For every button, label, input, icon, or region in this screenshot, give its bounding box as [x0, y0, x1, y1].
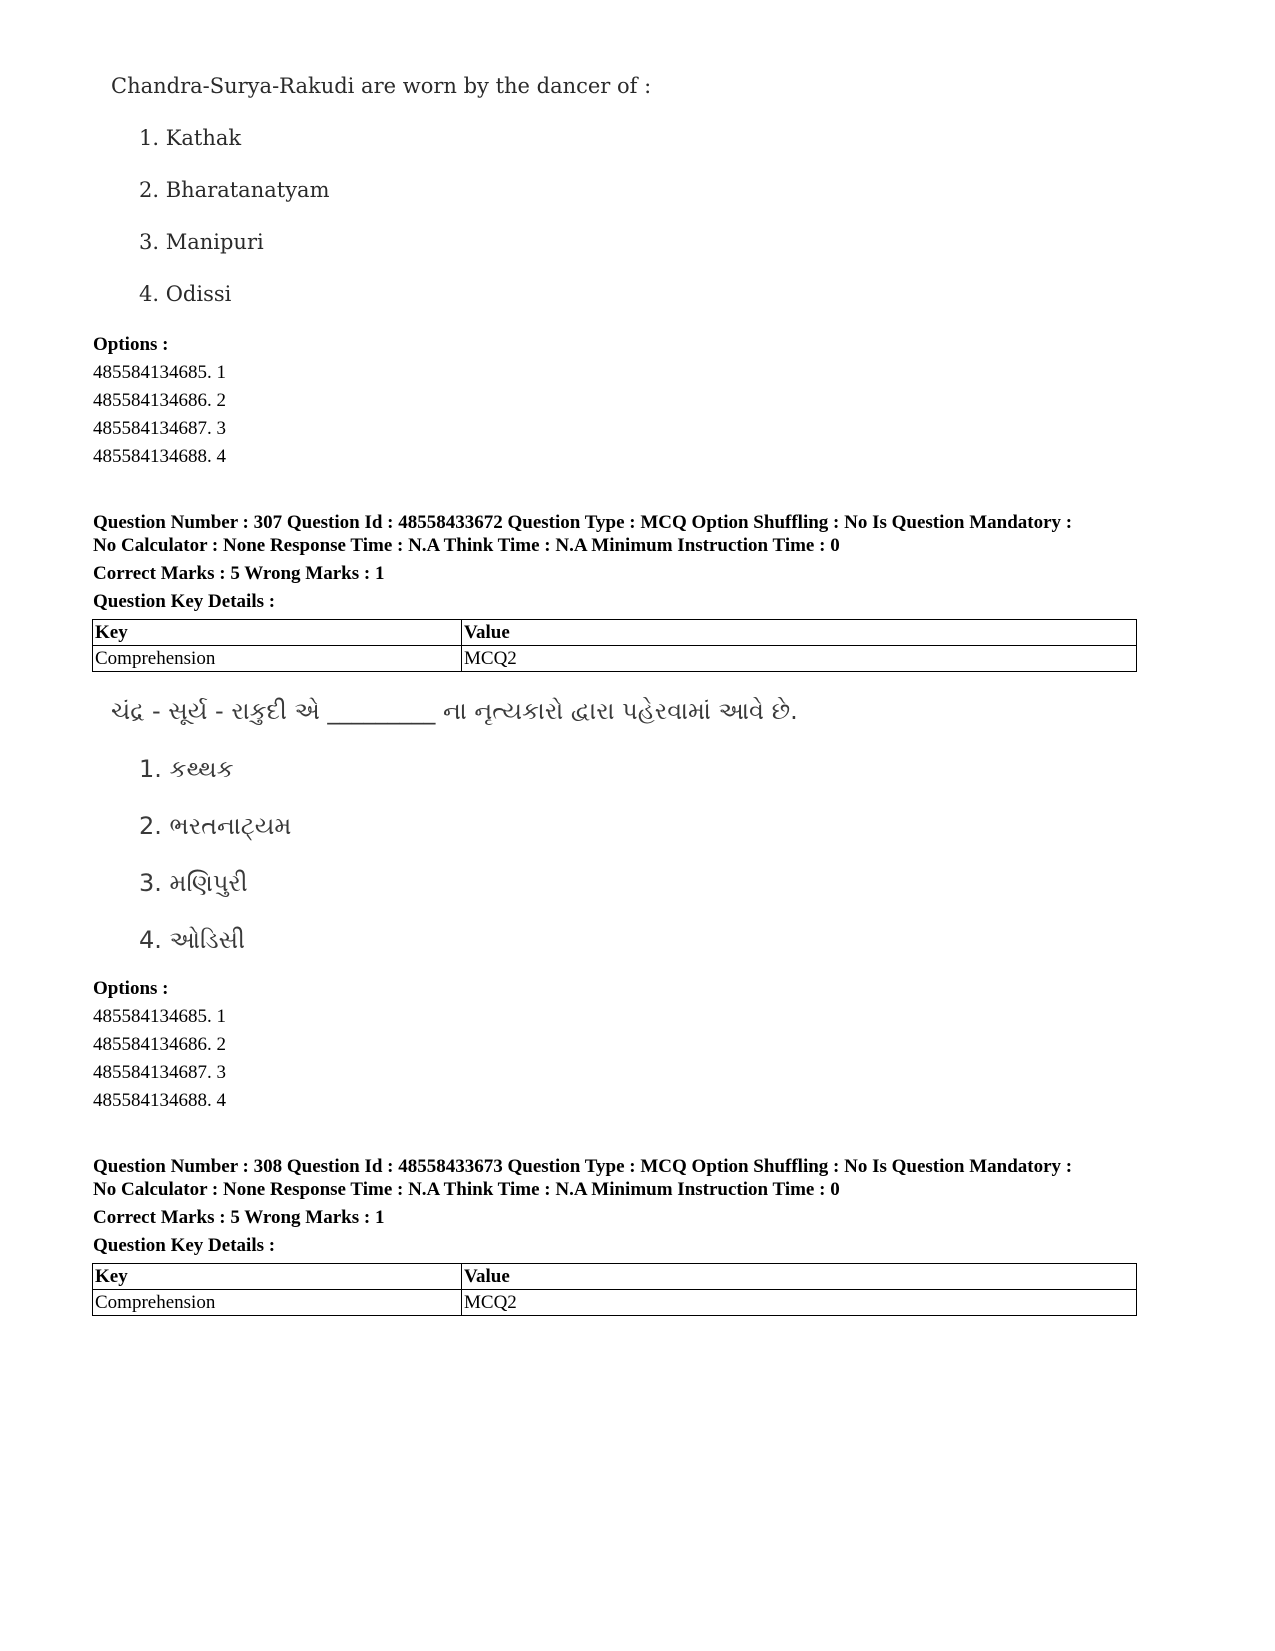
option-id-3: 485584134687. 3: [93, 418, 226, 439]
key-details-label: Question Key Details :: [93, 591, 276, 612]
table-header-row: [93, 620, 1137, 646]
choice-1: 1. Kathak: [139, 126, 242, 150]
choice-1: 1. કથ્થક: [139, 755, 234, 783]
question-meta-line1: Question Number : 308 Question Id : 48558433673 Question Type : MCQ Option Shuffling : No Is Question Mandatory :: [93, 1156, 1073, 1177]
question-meta-line2: No Calculator : None Response Time : N.A Think Time : N.A Minimum Instruction Time : 0: [93, 535, 840, 556]
key-details-table: [92, 619, 1137, 672]
table-header-row: [93, 1264, 1137, 1290]
question-stem-gujarati: ચંદ્ર - સૂર્ય - રાકુદી એ _________ ના નૃત્યકારો દ્વારા પહેરવામાં આવે છે.: [111, 697, 798, 725]
key-details-label: Question Key Details :: [93, 1235, 276, 1256]
table-row: [93, 646, 1137, 672]
key-details-table: [92, 1263, 1137, 1316]
table-cell-value: MCQ2: [462, 646, 1137, 672]
table-cell-key: Comprehension: [93, 1290, 462, 1316]
marks-line: Correct Marks : 5 Wrong Marks : 1: [93, 1207, 385, 1228]
table-cell-value: MCQ2: [462, 1290, 1137, 1316]
table-row: [93, 1290, 1137, 1316]
choice-3: 3. મણિપુરી: [139, 869, 248, 897]
table-header-value: Value: [462, 1264, 1137, 1290]
table-header-value: Value: [462, 620, 1137, 646]
table-header-key: Key: [93, 1264, 462, 1290]
options-label: Options :: [93, 334, 169, 355]
option-id-1: 485584134685. 1: [93, 362, 226, 383]
table-header-key: Key: [93, 620, 462, 646]
option-id-2: 485584134686. 2: [93, 390, 226, 411]
choice-3: 3. Manipuri: [139, 230, 264, 254]
option-id-2: 485584134686. 2: [93, 1034, 226, 1055]
choice-4: 4. ઓડિસી: [139, 926, 245, 954]
option-id-4: 485584134688. 4: [93, 446, 226, 467]
question-stem-english: Chandra-Surya-Rakudi are worn by the dancer of :: [111, 74, 652, 98]
marks-line: Correct Marks : 5 Wrong Marks : 1: [93, 563, 385, 584]
option-id-3: 485584134687. 3: [93, 1062, 226, 1083]
choice-2: 2. Bharatanatyam: [139, 178, 330, 202]
option-id-4: 485584134688. 4: [93, 1090, 226, 1111]
options-label: Options :: [93, 978, 169, 999]
question-meta-line1: Question Number : 307 Question Id : 48558433672 Question Type : MCQ Option Shuffling : No Is Question Mandatory :: [93, 512, 1073, 533]
choice-4: 4. Odissi: [139, 282, 232, 306]
question-meta-line2: No Calculator : None Response Time : N.A Think Time : N.A Minimum Instruction Time : 0: [93, 1179, 840, 1200]
choice-2: 2. ભરતનાટ્યમ: [139, 812, 292, 840]
option-id-1: 485584134685. 1: [93, 1006, 226, 1027]
table-cell-key: Comprehension: [93, 646, 462, 672]
